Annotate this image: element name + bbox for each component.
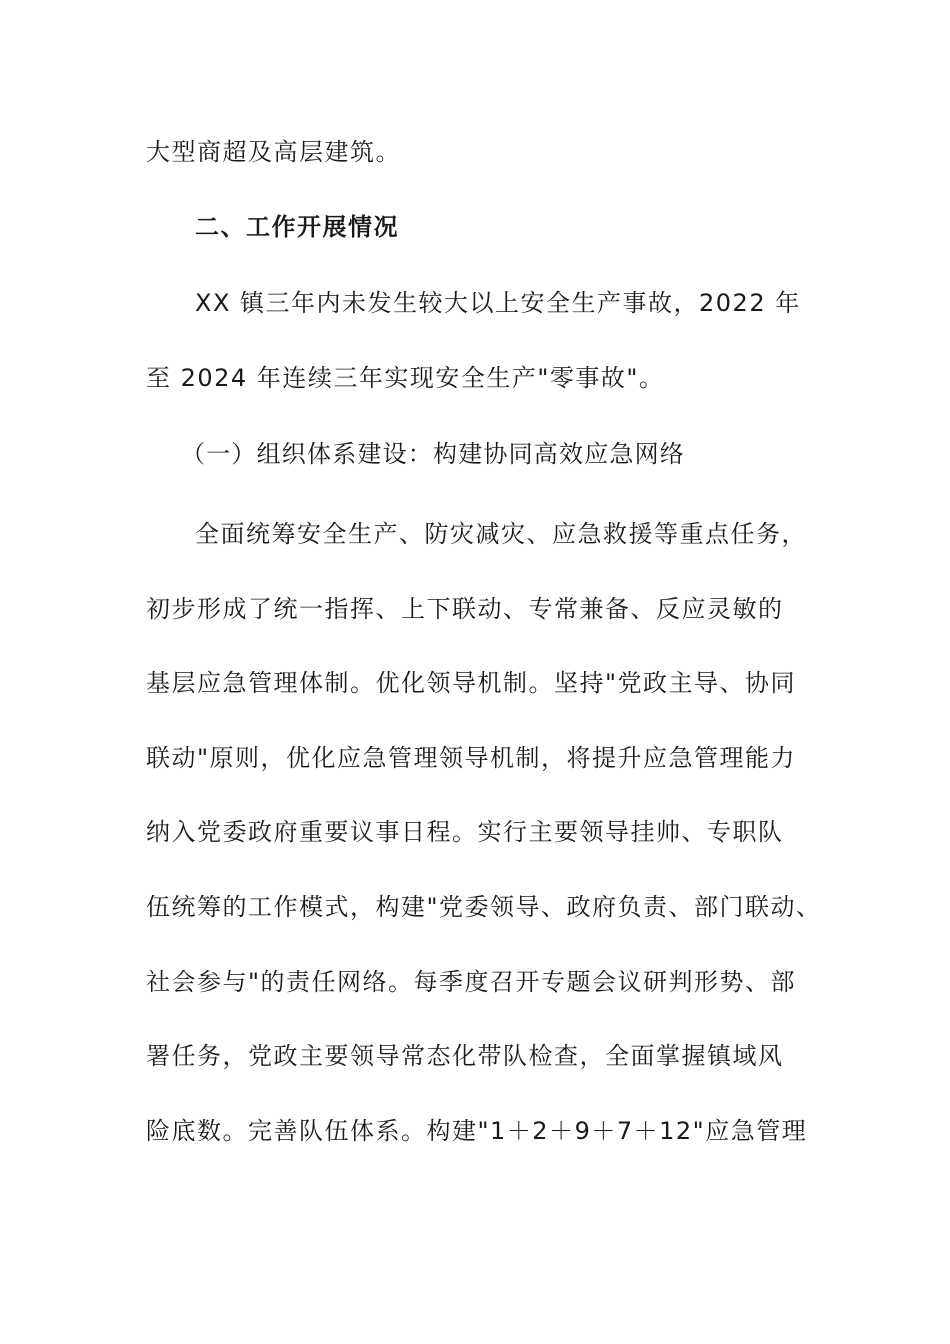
paragraph-line: 社会参与"的责任网络。每季度召开专题会议研判形势、部 <box>146 968 797 996</box>
paragraph-line: XX 镇三年内未发生较大以上安全生产事故，2022 年 <box>195 289 801 317</box>
paragraph-line: 基层应急管理体制。优化领导机制。坚持"党政主导、协同 <box>146 669 797 697</box>
paragraph-line: 署任务，党政主要领导常态化带队检查，全面掌握镇域风 <box>146 1042 784 1070</box>
subsection-heading: （一）组织体系建设：构建协同高效应急网络 <box>181 440 685 468</box>
paragraph-continuation-line: 大型商超及高层建筑。 <box>146 138 401 166</box>
paragraph-line: 险底数。完善队伍体系。构建"1＋2＋9＋7＋12"应急管理 <box>146 1117 808 1145</box>
paragraph-line: 联动"原则，优化应急管理领导机制，将提升应急管理能力 <box>146 744 797 772</box>
section-heading: 二、工作开展情况 <box>195 213 399 241</box>
paragraph-line: 伍统筹的工作模式，构建"党委领导、政府负责、部门联动、 <box>146 893 822 921</box>
paragraph-line: 至 2024 年连续三年实现安全生产"零事故"。 <box>146 364 665 392</box>
paragraph-line: 初步形成了统一指挥、上下联动、专常兼备、反应灵敏的 <box>146 595 784 623</box>
paragraph-line: 全面统筹安全生产、防灾减灾、应急救援等重点任务， <box>195 520 807 548</box>
paragraph-line: 纳入党委政府重要议事日程。实行主要领导挂帅、专职队 <box>146 818 784 846</box>
